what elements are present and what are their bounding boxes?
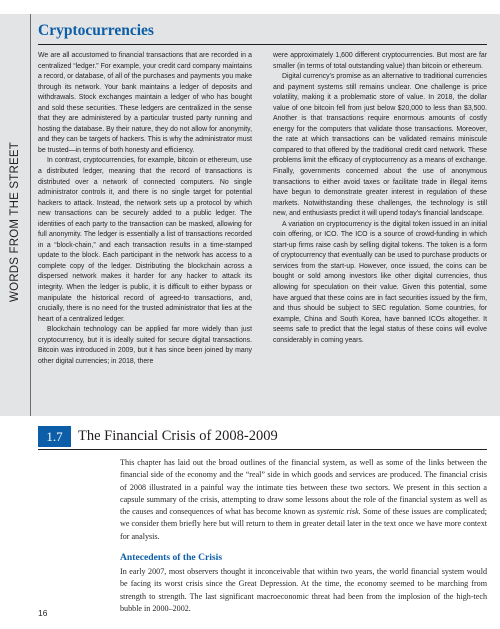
intro-text-end: . Some of these issues are complicated; we consider them briefly here but will return to them in greater detail later in the text once we have more context for analysis.: [120, 507, 487, 541]
page-number: 16: [38, 608, 48, 618]
sidebar-left-column: [38, 51, 252, 367]
section-title: The Financial Crisis of 2008-2009: [78, 428, 278, 444]
subsection-heading: Antecedents of the Crisis: [120, 552, 223, 563]
sidebar-right-column: [273, 51, 487, 346]
sidebar-tab-label: WORDS FROM THE STREET: [9, 142, 21, 302]
sidebar-paragraph: A variation on cryptocurrency is the digital token issued in an initial coin offering, or ICO. The ICO is a source of crowd-funding in which start-up firms raise cash by selling digital tokens. The token is a form of cryptocurrency that eventually can be used to purchase products or services from the start-up. However, once issued, the coins can be bought or sold among investors like other digital currencies, thus allowing for speculation on their value. Given this potential, some have argued that these coins are in fact securities issued by the firm, and thus should be subject to SEC regulation. Some countries, for example, China and South Korea, have banned ICOs altogether. It seems safe to predict that the legal status of these coins will evolve considerably in coming years.: [273, 220, 487, 344]
sidebar-title: Cryptocurrencies: [38, 22, 154, 39]
antecedents-paragraph: In early 2007, most observers thought it inconceivable that within two years, the world financial system would be facing its worst crisis since the Great Depression. At the time, the economy seemed to be marching from strength to strength. The last significant macroeconomic threat had been from the implosion of the high-tech bubble in 2000–2002.: [120, 567, 487, 613]
sidebar-paragraph: We are all accustomed to financial transactions that are recorded in a centralized “ledger.” For example, your credit card company maintains a record, or database, of all of the purchases and payments you make through its network. Your bank maintains a ledger of deposits and withdrawals. Stock exchanges maintain a ledger of who has bought and sold these securities. These ledgers are centralized in the sense that they are administered by a particular trusted party running and hosting the database. By their nature, they do not allow for anonymity, and they can be targets of hackers. This is why the administrator must be trusted—in terms of both honesty and efficiency.: [38, 52, 252, 154]
intro-key-term: systemic risk: [316, 507, 359, 516]
sidebar-title-rule: [38, 44, 487, 45]
section-number: 1.7: [38, 426, 71, 447]
section-title-rule: [38, 449, 487, 450]
sidebar-paragraph: were approximately 1,600 different cryptocurrencies. But most are far smaller (in terms of total outstanding value) than bitcoin or ethereum.: [273, 52, 487, 70]
sidebar-paragraph: In contrast, cryptocurrencies, for example, bitcoin or ethereum, use a distributed ledger, meaning that the record of transactions is distributed over a network of connected computers. No single administrator controls it, and there is no single target for potential hackers to attack. Instead, the network sets up a protocol by which new transactions can be securely added to a public ledger. The identities of each party to the transaction can be masked, allowing for full anonymity. The ledger is essentially a list of transactions recorded in a “block-chain,” and each transaction results in a time-stamped update to the block. Each participant in the network has access to a complete copy of the ledger. Distributing the blockchain across a dispersed network makes it harder for any hacker to attack its integrity. When the ledger is public, it is difficult to either bypass or manipulate the historical record of agreed-to transactions, and, crucially, there is no need for the trusted administrator that lies at the heart of a centralized ledger.: [38, 157, 252, 323]
sidebar-tab: [0, 14, 31, 416]
section-intro-paragraph: [120, 457, 487, 543]
sidebar-paragraph: Blockchain technology can be applied far more widely than just cryptocurrency, but it is ideally suited for secure digital transactions. Bitcoin was introduced in 2009, but it has since been joined by many other digital currencies; in 2018, there: [38, 326, 252, 365]
sidebar-paragraph: Digital currency’s promise as an alternative to traditional currencies and payment systems still remains unclear. One challenge is price volatility, making it a problematic store of value. In 2018, the dollar value of one bitcoin fell from just below $20,000 to less than $3,500. Another is that transactions require enormous amounts of costly energy for the computers that validate those transactions. Moreover, the rate at which transactions can be validated remains miniscule compared to that offered by the traditional credit card network. These problems limit the efficacy of cryptocurrency as a means of exchange. Finally, governments concerned about the use of anonymous transactions to either avoid taxes or facilitate trade in illegal items have begun to demonstrate greater interest in regulation of these markets. Notwithstanding these challenges, the technology is still new, and enthusiasts predict it will upend today’s financial landscape.: [273, 73, 487, 218]
intro-text-start: This chapter has laid out the broad outlines of the financial system, as well as some of the links between the financial side of the economy and the “real” side in which goods and services are produced. The financial crisis of 2008 illustrated in a painful way the intimate ties between these two sectors. We present in this section a capsule summary of the crisis, attempting to draw some lessons about the role of the financial system as well as the causes and consequences of what has become known as: [120, 458, 487, 516]
